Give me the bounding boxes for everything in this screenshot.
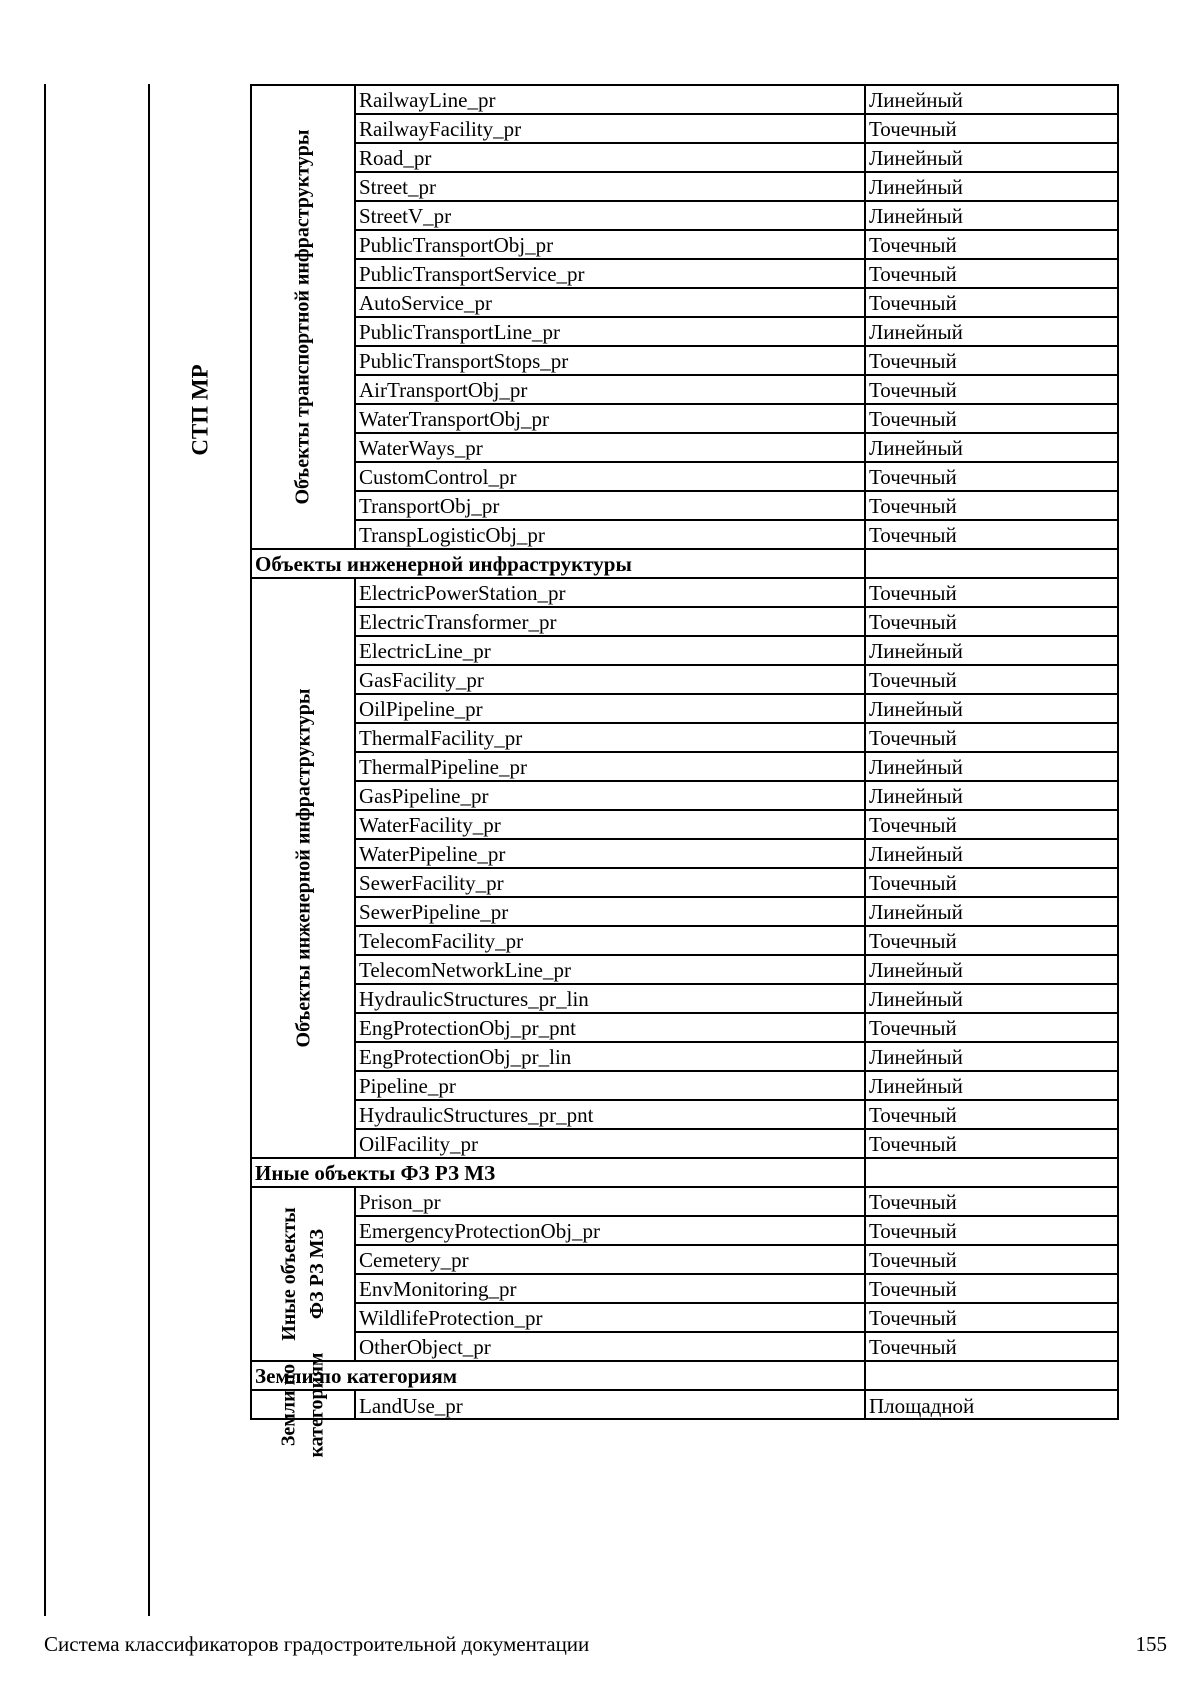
table-row	[251, 1100, 1118, 1129]
layer-code-cell: WaterTransportObj_pr	[355, 404, 865, 433]
layer-code-cell: EngProtectionObj_pr_lin	[355, 1042, 865, 1071]
geometry-type-cell: Точечный	[865, 520, 1118, 549]
table-row	[251, 1071, 1118, 1100]
layer-code-cell: RailwayFacility_pr	[355, 114, 865, 143]
table-row	[251, 172, 1118, 201]
layer-code-cell: SewerFacility_pr	[355, 868, 865, 897]
geometry-type-cell: Точечный	[865, 288, 1118, 317]
section-header-row	[251, 549, 1118, 578]
table-row	[251, 1187, 1118, 1216]
lands-group	[251, 1351, 355, 1458]
table-row	[251, 1332, 1118, 1361]
layer-code-cell: PublicTransportObj_pr	[355, 230, 865, 259]
geometry-type-cell: Площадной	[865, 1390, 1118, 1419]
section-header-empty-cell	[865, 1158, 1118, 1187]
lands-group-label	[275, 1352, 331, 1457]
geometry-type-cell: Линейный	[865, 897, 1118, 926]
engineering-group-label-line: Объекты инженерной инфраструктуры	[292, 688, 314, 1048]
engineering-group	[251, 578, 355, 1158]
layer-code-cell: GasPipeline_pr	[355, 781, 865, 810]
geometry-type-cell: Точечный	[865, 1100, 1118, 1129]
layer-code-cell: TranspLogisticObj_pr	[355, 520, 865, 549]
table-row	[251, 288, 1118, 317]
layer-code-cell: Street_pr	[355, 172, 865, 201]
table-row	[251, 926, 1118, 955]
other-objects-group	[251, 1187, 355, 1361]
section-header: Земли по категориям	[251, 1361, 865, 1390]
table-row	[251, 723, 1118, 752]
inner-border-line	[148, 84, 150, 1616]
other-objects-group-label-line: Иные объекты	[278, 1207, 301, 1341]
layer-code-cell: PublicTransportService_pr	[355, 259, 865, 288]
layer-code-cell: OilFacility_pr	[355, 1129, 865, 1158]
layer-code-cell: EmergencyProtectionObj_pr	[355, 1216, 865, 1245]
geometry-type-cell: Точечный	[865, 491, 1118, 520]
geometry-type-cell: Точечный	[865, 665, 1118, 694]
layer-code-cell: CustomControl_pr	[355, 462, 865, 491]
layer-code-cell: AutoService_pr	[355, 288, 865, 317]
layer-code-cell: TransportObj_pr	[355, 491, 865, 520]
layer-code-cell: ElectricLine_pr	[355, 636, 865, 665]
table-row	[251, 520, 1118, 549]
transport-group-label-line: Объекты транспортной инфраструктуры	[292, 129, 315, 505]
layer-code-cell: Prison_pr	[355, 1187, 865, 1216]
layer-code-cell: EnvMonitoring_pr	[355, 1274, 865, 1303]
geometry-type-cell: Линейный	[865, 636, 1118, 665]
section-header-row	[251, 1158, 1118, 1187]
classifier-table	[250, 84, 1119, 1458]
geometry-type-cell: Линейный	[865, 781, 1118, 810]
table-row	[251, 143, 1118, 172]
layer-code-cell: TelecomNetworkLine_pr	[355, 955, 865, 984]
geometry-type-cell: Точечный	[865, 114, 1118, 143]
layer-code-cell: WildlifeProtection_pr	[355, 1303, 865, 1332]
geometry-type-cell: Линейный	[865, 1042, 1118, 1071]
geometry-type-cell: Точечный	[865, 1129, 1118, 1158]
table-row	[251, 1390, 1118, 1419]
table-row	[251, 752, 1118, 781]
table-row	[251, 230, 1118, 259]
section-header-empty-cell	[865, 549, 1118, 578]
geometry-type-cell: Точечный	[865, 723, 1118, 752]
layer-code-cell: HydraulicStructures_pr_pnt	[355, 1100, 865, 1129]
geometry-type-cell: Точечный	[865, 926, 1118, 955]
geometry-type-cell: Линейный	[865, 143, 1118, 172]
layer-code-cell: OilPipeline_pr	[355, 694, 865, 723]
layer-code-cell: RailwayLine_pr	[355, 85, 865, 114]
table-row	[251, 85, 1118, 114]
table-row	[251, 955, 1118, 984]
geometry-type-cell: Линейный	[865, 955, 1118, 984]
geometry-type-cell: Точечный	[865, 1274, 1118, 1303]
layer-code-cell: Road_pr	[355, 143, 865, 172]
geometry-type-cell: Точечный	[865, 868, 1118, 897]
geometry-type-cell: Точечный	[865, 1332, 1118, 1361]
geometry-type-cell: Линейный	[865, 433, 1118, 462]
geometry-type-cell: Точечный	[865, 462, 1118, 491]
section-side-label	[171, 330, 231, 490]
table-row	[251, 114, 1118, 143]
layer-code-cell: StreetV_pr	[355, 201, 865, 230]
geometry-type-cell: Линейный	[865, 694, 1118, 723]
layer-code-cell: WaterPipeline_pr	[355, 839, 865, 868]
layer-code-cell: AirTransportObj_pr	[355, 375, 865, 404]
table-row	[251, 1245, 1118, 1274]
geometry-type-cell: Точечный	[865, 259, 1118, 288]
transport-group	[251, 85, 355, 549]
layer-code-cell: Cemetery_pr	[355, 1245, 865, 1274]
table-row	[251, 868, 1118, 897]
section-header-row	[251, 1361, 1118, 1390]
page-number: 155	[1135, 1632, 1167, 1656]
layer-code-cell: ThermalPipeline_pr	[355, 752, 865, 781]
layer-code-cell: ThermalFacility_pr	[355, 723, 865, 752]
layer-code-cell: WaterWays_pr	[355, 433, 865, 462]
table-row	[251, 839, 1118, 868]
layer-code-cell: SewerPipeline_pr	[355, 897, 865, 926]
table-row	[251, 984, 1118, 1013]
table-row	[251, 317, 1118, 346]
geometry-type-cell: Точечный	[865, 346, 1118, 375]
table-row	[251, 346, 1118, 375]
classifier-table-body	[251, 85, 1118, 1458]
geometry-type-cell: Точечный	[865, 1013, 1118, 1042]
layer-code-cell: GasFacility_pr	[355, 665, 865, 694]
layer-code-cell: ElectricPowerStation_pr	[355, 578, 865, 607]
geometry-type-cell: Точечный	[865, 578, 1118, 607]
layer-code-cell: TelecomFacility_pr	[355, 926, 865, 955]
geometry-type-cell: Линейный	[865, 85, 1118, 114]
lands-group-label-line: категориям	[306, 1351, 329, 1458]
geometry-type-cell: Линейный	[865, 752, 1118, 781]
engineering-group-label	[289, 689, 317, 1048]
table-row	[251, 665, 1118, 694]
table-row	[251, 433, 1118, 462]
table-row	[251, 375, 1118, 404]
table-row	[251, 201, 1118, 230]
geometry-type-cell: Линейный	[865, 1071, 1118, 1100]
geometry-type-cell: Линейный	[865, 172, 1118, 201]
table-row	[251, 491, 1118, 520]
geometry-type-cell: Линейный	[865, 839, 1118, 868]
geometry-type-cell: Точечный	[865, 1216, 1118, 1245]
left-border-line	[44, 84, 46, 1616]
transport-group-label	[289, 129, 317, 504]
table-row	[251, 404, 1118, 433]
table-row	[251, 1042, 1118, 1071]
section-header: Объекты инженерной инфраструктуры	[251, 549, 865, 578]
table-row	[251, 607, 1118, 636]
geometry-type-cell: Точечный	[865, 230, 1118, 259]
table-row	[251, 578, 1118, 607]
table-row	[251, 781, 1118, 810]
layer-code-cell: WaterFacility_pr	[355, 810, 865, 839]
table-row	[251, 462, 1118, 491]
geometry-type-cell: Точечный	[865, 1245, 1118, 1274]
page-footer: Система классификаторов градостроительной документации	[44, 1632, 590, 1656]
lands-group-label-line: Земли по	[278, 1363, 301, 1446]
table-row	[251, 810, 1118, 839]
table-row	[251, 1129, 1118, 1158]
layer-code-cell: HydraulicStructures_pr_lin	[355, 984, 865, 1013]
geometry-type-cell: Точечный	[865, 607, 1118, 636]
layer-code-cell: PublicTransportLine_pr	[355, 317, 865, 346]
layer-code-cell: Pipeline_pr	[355, 1071, 865, 1100]
geometry-type-cell: Точечный	[865, 810, 1118, 839]
side-label-text: СТП МР	[188, 364, 214, 456]
table-row	[251, 1013, 1118, 1042]
geometry-type-cell: Точечный	[865, 1187, 1118, 1216]
table-row	[251, 1216, 1118, 1245]
geometry-type-cell: Точечный	[865, 375, 1118, 404]
geometry-type-cell: Точечный	[865, 1303, 1118, 1332]
table-row	[251, 1274, 1118, 1303]
layer-code-cell: PublicTransportStops_pr	[355, 346, 865, 375]
table-row	[251, 636, 1118, 665]
layer-code-cell: OtherObject_pr	[355, 1332, 865, 1361]
table-row	[251, 897, 1118, 926]
layer-code-cell: LandUse_pr	[355, 1390, 865, 1419]
layer-code-cell: ElectricTransformer_pr	[355, 607, 865, 636]
table-row	[251, 259, 1118, 288]
table-row	[251, 1303, 1118, 1332]
table-row	[251, 694, 1118, 723]
section-header: Иные объекты ФЗ РЗ МЗ	[251, 1158, 865, 1187]
geometry-type-cell: Точечный	[865, 404, 1118, 433]
layer-code-cell: EngProtectionObj_pr_pnt	[355, 1013, 865, 1042]
geometry-type-cell: Линейный	[865, 201, 1118, 230]
other-objects-group-label-line: ФЗ РЗ МЗ	[306, 1228, 329, 1320]
geometry-type-cell: Линейный	[865, 984, 1118, 1013]
geometry-type-cell: Линейный	[865, 317, 1118, 346]
section-header-empty-cell	[865, 1361, 1118, 1390]
other-objects-group-label	[275, 1207, 331, 1341]
